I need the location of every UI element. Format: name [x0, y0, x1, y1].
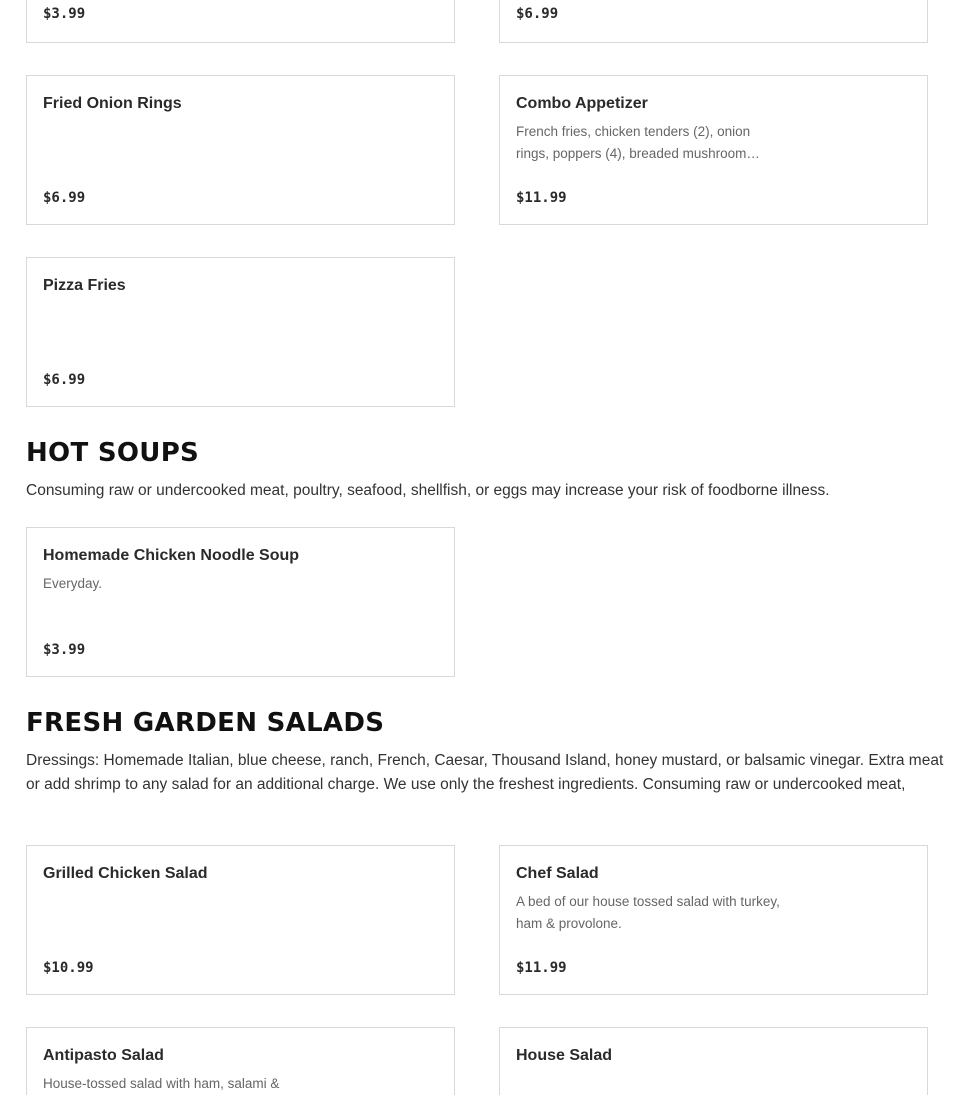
item-price: $11.99 — [516, 960, 567, 976]
item-price: $6.99 — [516, 6, 559, 22]
section-title-hot-soups: HOT SOUPS — [26, 438, 200, 468]
menu-item-card[interactable] — [499, 75, 928, 225]
item-name: Pizza Fries — [43, 277, 126, 294]
menu-item-card[interactable] — [26, 845, 455, 995]
item-description: French fries, chicken tenders (2), onion rings, poppers (4), breaded mushroom… — [516, 124, 760, 161]
item-name: Antipasto Salad — [43, 1047, 164, 1064]
item-price: $11.99 — [516, 190, 567, 206]
menu-item-card[interactable] — [499, 845, 928, 995]
item-name: Fried Onion Rings — [43, 95, 182, 112]
item-price: $6.99 — [43, 372, 86, 388]
menu-item-card[interactable] — [26, 75, 455, 225]
item-name: House Salad — [516, 1047, 613, 1064]
menu-item-card[interactable] — [26, 0, 455, 43]
item-name: Chef Salad — [516, 865, 599, 882]
item-name: Combo Appetizer — [516, 95, 648, 112]
menu-item-card[interactable] — [26, 527, 455, 677]
item-name: Homemade Chicken Noodle Soup — [43, 547, 300, 564]
menu-item-card[interactable] — [499, 1027, 928, 1095]
item-name: Grilled Chicken Salad — [43, 865, 208, 882]
item-description: A bed of our house tossed salad with turkey, ham & provolone. — [516, 894, 780, 931]
section-title-salads: FRESH GARDEN SALADS — [26, 708, 385, 738]
menu-item-card[interactable] — [26, 1027, 455, 1095]
item-price: $6.99 — [43, 190, 86, 206]
section-description: Dressings: Homemade Italian, blue cheese, ranch, French, Caesar, Thousand Island, honey mustard, or balsamic vinegar. Extra meat or add shrimp to any salad for an additional charge. We use only the freshest ingredients. Consuming raw or undercooked meat, — [26, 752, 944, 793]
item-price: $3.99 — [43, 6, 86, 22]
item-price: $3.99 — [43, 642, 86, 658]
item-price: $10.99 — [43, 960, 94, 976]
item-description: Everyday. — [43, 576, 103, 591]
menu-item-card[interactable] — [26, 257, 455, 407]
item-description: House-tossed salad with ham, salami & — [43, 1076, 280, 1091]
menu-item-card[interactable] — [499, 0, 928, 43]
section-description: Consuming raw or undercooked meat, poultry, seafood, shellfish, or eggs may increase your risk of foodborne illness. — [26, 482, 830, 499]
